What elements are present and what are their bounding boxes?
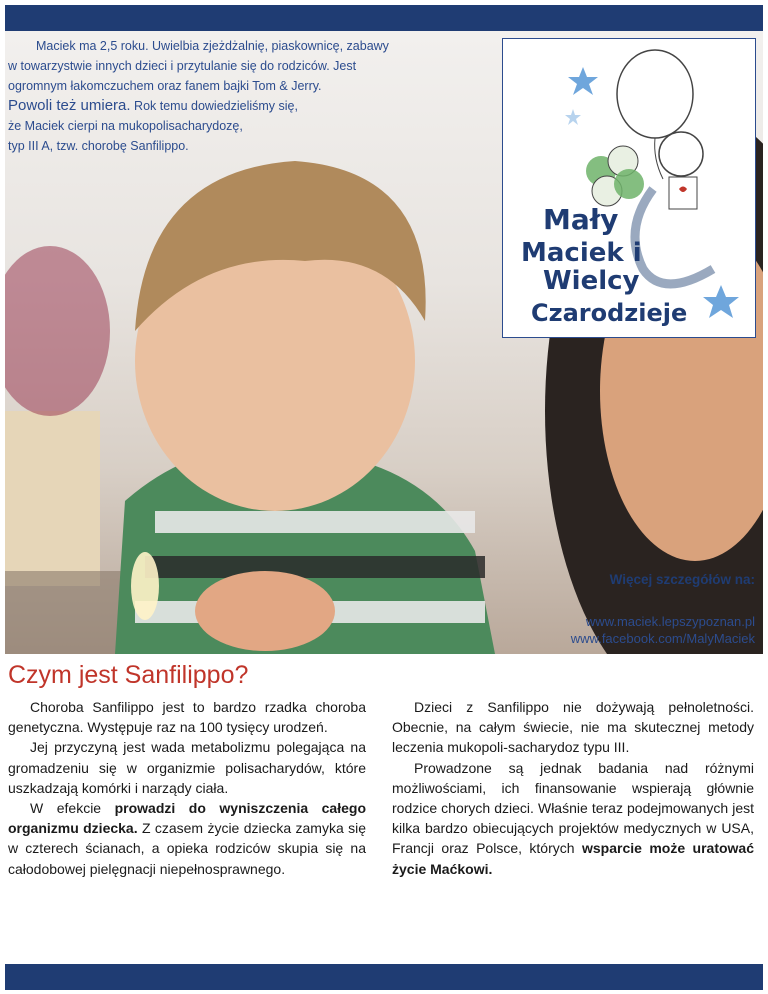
paragraph: Jej przyczyną jest wada metabolizmu polegająca na gromadzeniu się w organizmie polisacharydów, które uszkadzają komórki i narządy ciała. [8,739,366,796]
intro-text [0,36,500,156]
paragraph-text: Prowadzone są jednak badania nad różnymi możliwościami, ich finansowanie wspierają głównie rodzice chorych dzieci. Właśnie teraz podejmowanych jest kilka bardzo obiecujących projektów medycznych w USA, Francji oraz Polsce, których [392,759,754,857]
clover-icon [614,169,644,199]
logo-word: Wielcy [543,266,640,296]
logo-word: Maciek i [521,238,642,268]
campaign-logo [502,38,756,338]
paragraph-text: Z czasem życie dziecka zamyka się w czterech ścianach, a opieka rodziców skupia się na całodobowej pielęgnacji niepełnosprawnego. [8,820,366,877]
paragraph-emphasis: prowadzi do wyniszczenia całego organizmu dziecka. [8,800,366,837]
boy-head-icon [659,132,703,176]
website-link[interactable]: www.maciek.lepszypoznan.pl [585,614,755,629]
facebook-link[interactable]: www.facebook.com/MalyMaciek [570,631,755,646]
flower-pot-shape [5,411,100,586]
intro-line: typ III A, tzw. chorobę Sanfilippo. [8,139,189,153]
paragraph-emphasis: wsparcie może uratować życie Maćkowi. [392,840,755,877]
paragraph: Dzieci z Sanfilippo nie dożywają pełnoletności. Obecnie, na całym świecie, nie ma skutecznej metody leczenia mukopoli-sacharydoz typu III. [392,699,754,756]
star-icon [565,109,581,125]
logo-artwork [503,39,755,337]
right-column [392,697,754,879]
balloon-icon [617,50,693,138]
intro-line: Maciek ma 2,5 roku. Uwielbia zjeżdżalnię, piaskownicę, zabawy [36,39,389,53]
star-icon [568,67,598,95]
logo-word: Mały [543,203,619,236]
intro-line: że Maciek cierpi na mukopolisacharydozę, [8,119,243,133]
intro-line-rest: Rok temu dowiedzieliśmy się, [130,99,298,113]
boy-body-icon [669,177,697,209]
paragraph [8,798,366,879]
section-title: Czym jest Sanfilippo? [8,661,249,689]
shirt-stripe-shape [155,511,475,533]
logo-word: Czarodzieje [531,299,688,327]
paragraph [392,758,754,879]
intro-line [0,96,500,116]
paragraph: Choroba Sanfilippo jest to bardzo rzadka choroba genetyczna. Występuje raz na 100 tysięcy urodzeń. [8,699,366,736]
flowers-shape [5,246,110,416]
bottom-banner-bar [5,964,763,990]
hand-shape [195,571,335,651]
top-banner-bar [5,5,763,31]
paragraph-text: W efekcie [30,800,115,817]
star-icon [703,285,739,318]
intro-line: ogromnym łakomczuchem oraz fanem bajki Tom & Jerry. [8,79,322,93]
intro-emphasis: Powoli też umiera. [8,97,131,114]
left-column [8,697,366,879]
intro-line: w towarzystwie innych dzieci i przytulanie się do rodziców. Jest [8,59,357,73]
more-info-label: Więcej szczegółów na: [609,572,755,587]
match-flame-shape [131,552,159,620]
